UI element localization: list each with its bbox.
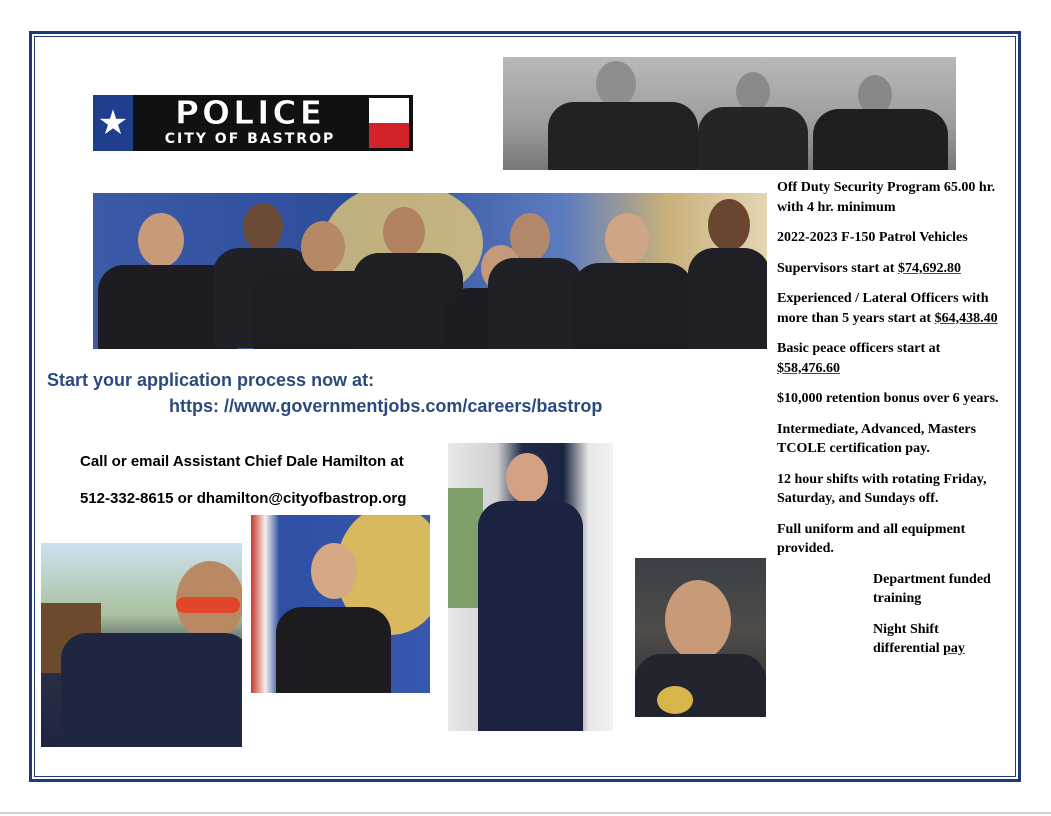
officer-photo-portrait <box>635 558 766 717</box>
star-icon: ★ <box>97 103 129 143</box>
officer-photo-sunglasses <box>41 543 242 747</box>
application-heading: Start your application process now at: <box>47 370 375 390</box>
benefit-basic <box>777 339 1005 378</box>
benefit-experienced-text: Experienced / Lateral Officers with more than 5 years start at <box>777 291 989 326</box>
benefit-certification: Intermediate, Advanced, Masters TCOLE certification pay. <box>777 421 977 456</box>
uniform-badge <box>657 686 693 714</box>
benefit-night-text: Night Shift differential <box>873 621 944 656</box>
benefit-basic-text: Basic peace officers start at <box>777 341 941 356</box>
supervisors-salary: $74,692.80 <box>897 260 961 276</box>
contact-heading: Call or email Assistant Chief Dale Hamilton at <box>80 453 404 470</box>
benefit-supervisors <box>777 259 1005 279</box>
logo-city-name: CITY OF BASTROP <box>164 131 336 147</box>
page-bottom-divider <box>0 812 1051 814</box>
benefit-supervisors-text: Supervisors start at <box>777 260 898 276</box>
logo-flag-blue <box>93 95 133 151</box>
benefit-shifts: 12 hour shifts with rotating Friday, Saturday, and Sundays off. <box>777 471 987 506</box>
experienced-salary: $64,438.40 <box>934 310 998 326</box>
benefit-training: Department funded training <box>873 571 991 606</box>
benefit-experienced <box>777 289 1005 328</box>
logo-word: POLICE <box>174 93 326 132</box>
benefit-vehicles: 2022-2023 F-150 Patrol Vehicles <box>777 230 968 245</box>
police-logo <box>93 95 413 151</box>
basic-salary: $58,476.60 <box>777 360 840 376</box>
contact-details[interactable]: 512-332-8615 or dhamilton@cityofbastrop.org <box>80 490 407 507</box>
benefit-off-duty: Off Duty Security Program 65.00 hr. with 4 hr. minimum <box>777 180 996 215</box>
benefit-night-shift <box>873 620 993 659</box>
officer-photo-badge-wall <box>251 515 430 693</box>
logo-flag-white-stripe <box>369 98 409 123</box>
benefits-list <box>777 178 1005 670</box>
application-url[interactable]: https: //www.governmentjobs.com/careers/bastrop <box>169 396 603 416</box>
logo-flag-red-stripe <box>369 123 409 148</box>
benefit-retention: $10,000 retention bonus over 6 years. <box>777 391 999 406</box>
officers-group-photo <box>93 193 767 349</box>
night-shift-pay: pay <box>943 641 965 656</box>
officers-photo-top <box>503 57 956 170</box>
officer-photo-doorway <box>448 443 613 731</box>
benefit-uniform: Full uniform and all equipment provided. <box>777 521 966 556</box>
sunglasses <box>176 597 240 613</box>
